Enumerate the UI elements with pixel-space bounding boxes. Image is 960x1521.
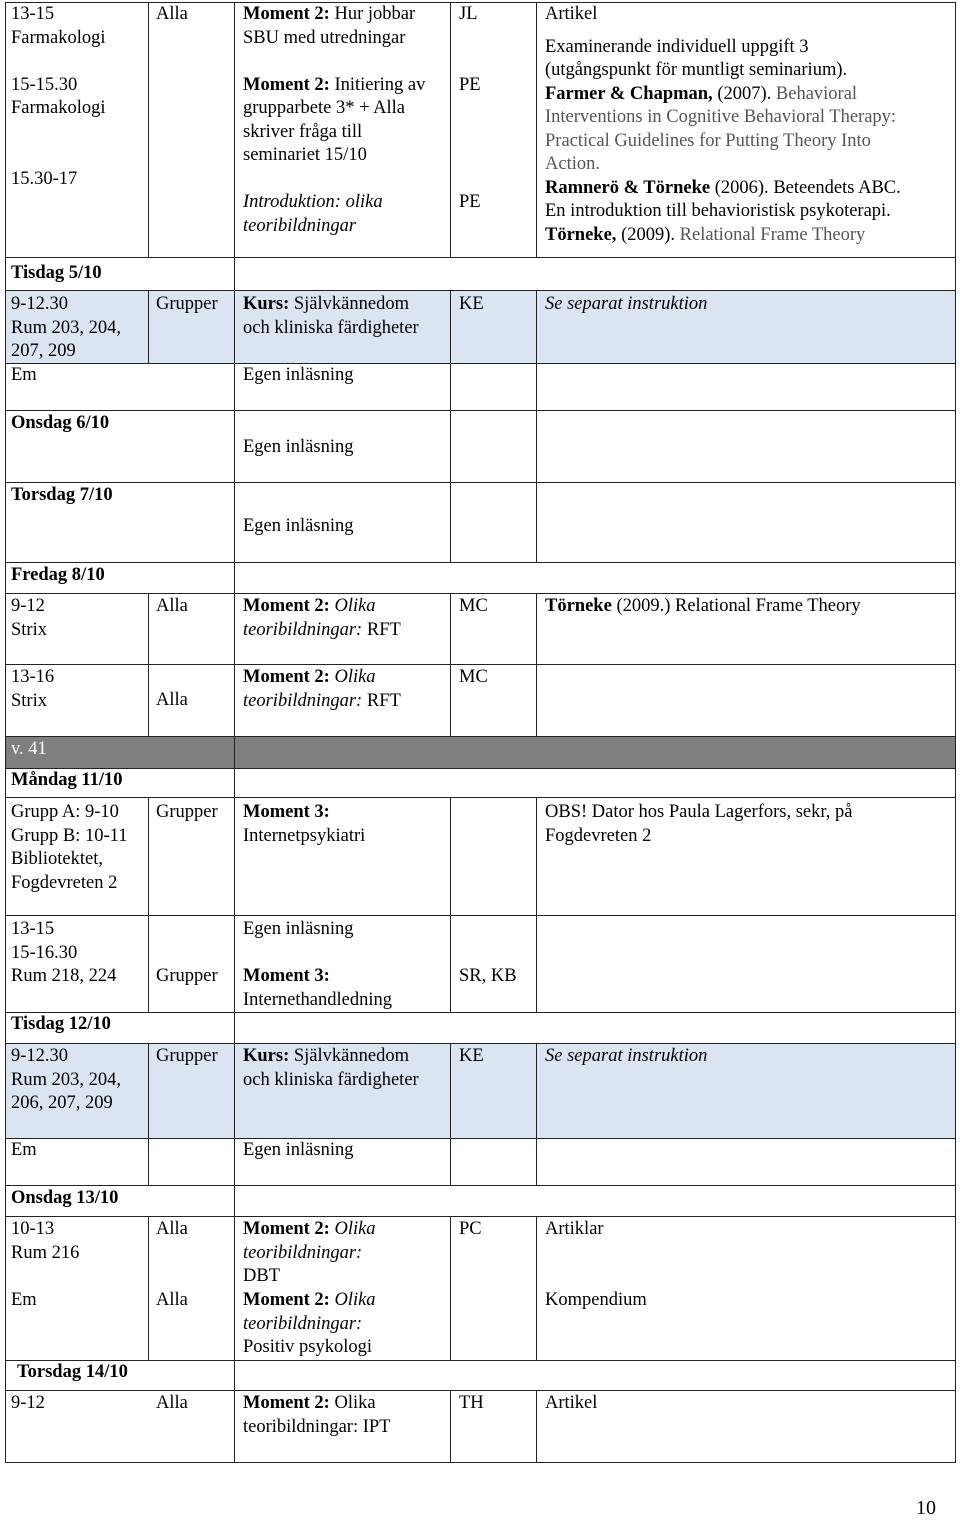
- group-cell: Grupper: [156, 966, 218, 986]
- time-cell: 9-12.30 Rum 203, 204, 206, 207, 209: [11, 1046, 121, 1113]
- time-cell: 10-13 Rum 216: [11, 1219, 80, 1263]
- teacher-cell: JL PE PE: [459, 4, 481, 212]
- time-cell: 9-12.30 Rum 203, 204, 207, 209: [11, 294, 121, 361]
- time-cell: 13-16 Strix: [11, 667, 55, 711]
- literature-cell: Kompendium: [545, 1290, 647, 1310]
- week-band: [6, 736, 955, 768]
- literature-cell: Artikel Examinerande individuell uppgift 3 (utgångspunkt för muntligt seminarium). Farmer & Chapman, (2007). Behavioral Interventions in Cognitive Behavioral Therapy: Practical Guidelines for Putting Theory Into Action. Ramnerö & Törneke (2006). Beteendets ABC. En introduktion till behavioristisk psykoterapi. Törneke, (2009). Relational Frame Theory: [545, 4, 901, 245]
- group-cell: Alla: [156, 690, 188, 710]
- day-label: Torsdag 7/10: [11, 485, 113, 505]
- activity-cell: Moment 2: Hur jobbar SBU med utredningar Moment 2: Initiering av grupparbete 3* + Alla skriver fråga till seminariet 15/10 Introduktion: olika teoribildningar: [243, 4, 426, 236]
- activity-cell: Kurs: Självkännedom och kliniska färdigheter: [243, 1046, 419, 1090]
- group-cell: Alla: [156, 1219, 188, 1239]
- teacher-cell: PC: [459, 1219, 482, 1239]
- literature-cell: Se separat instruktion: [545, 294, 708, 314]
- group-cell: Grupper: [156, 1046, 218, 1066]
- teacher-cell: MC: [459, 667, 488, 687]
- teacher-cell: TH: [459, 1393, 484, 1413]
- group-cell: Alla: [156, 4, 188, 24]
- teacher-cell: SR, KB: [459, 966, 517, 986]
- group-cell: Grupper: [156, 802, 218, 822]
- day-label: Tisdag 5/10: [11, 263, 102, 283]
- page-number: 10: [916, 1497, 936, 1519]
- group-cell: Alla: [156, 596, 188, 616]
- group-cell: Alla: [156, 1393, 188, 1413]
- literature-cell: Artiklar: [545, 1219, 604, 1239]
- literature-cell: OBS! Dator hos Paula Lagerfors, sekr, på Fogdevreten 2: [545, 802, 853, 846]
- activity-cell: Moment 2: Olika teoribildningar: RFT: [243, 667, 401, 711]
- teacher-cell: KE: [459, 294, 484, 314]
- time-cell: 13-15 Farmakologi 15-15.30 Farmakologi 15.30-17: [11, 4, 106, 189]
- time-cell: Em: [11, 1140, 37, 1160]
- day-label: Fredag 8/10: [11, 565, 105, 585]
- day-label: Onsdag 13/10: [11, 1188, 119, 1208]
- time-cell: 13-15 15-16.30 Rum 218, 224: [11, 919, 117, 986]
- time-cell: Em: [11, 1290, 37, 1310]
- group-cell: Grupper: [156, 294, 218, 314]
- day-label: Torsdag 14/10: [17, 1362, 128, 1382]
- group-cell: Alla: [156, 1290, 188, 1310]
- literature-cell: Se separat instruktion: [545, 1046, 708, 1066]
- literature-cell: Artikel: [545, 1393, 598, 1413]
- teacher-cell: KE: [459, 1046, 484, 1066]
- activity-cell: Kurs: Självkännedom och kliniska färdigheter: [243, 294, 419, 338]
- activity-cell: Egen inläsning: [243, 516, 354, 536]
- week-label: v. 41: [11, 739, 47, 759]
- teacher-cell: MC: [459, 596, 488, 616]
- activity-cell: Moment 2: Olika teoribildningar: DBT: [243, 1219, 376, 1286]
- activity-cell: Moment 2: Olika teoribildningar: RFT: [243, 596, 401, 640]
- activity-cell: Moment 2: Olika teoribildningar: Positiv psykologi: [243, 1290, 376, 1357]
- activity-cell: Moment 2: Olika teoribildningar: IPT: [243, 1393, 391, 1437]
- time-cell: 9-12: [11, 1393, 45, 1413]
- day-label: Måndag 11/10: [11, 770, 123, 790]
- time-cell: 9-12 Strix: [11, 596, 47, 640]
- activity-cell: Egen inläsning: [243, 1140, 354, 1160]
- day-label: Tisdag 12/10: [11, 1014, 111, 1034]
- activity-cell: Egen inläsning: [243, 437, 354, 457]
- activity-cell: Egen inläsning Moment 3: Internethandledning: [243, 919, 392, 1010]
- activity-cell: Egen inläsning: [243, 365, 354, 385]
- activity-cell: Moment 3: Internetpsykiatri: [243, 802, 366, 846]
- day-label: Onsdag 6/10: [11, 413, 110, 433]
- time-cell: Grupp A: 9-10 Grupp B: 10-11 Bibliotektet, Fogdevreten 2: [11, 802, 128, 893]
- time-cell: Em: [11, 365, 37, 385]
- literature-cell: Törneke (2009.) Relational Frame Theory: [545, 596, 861, 616]
